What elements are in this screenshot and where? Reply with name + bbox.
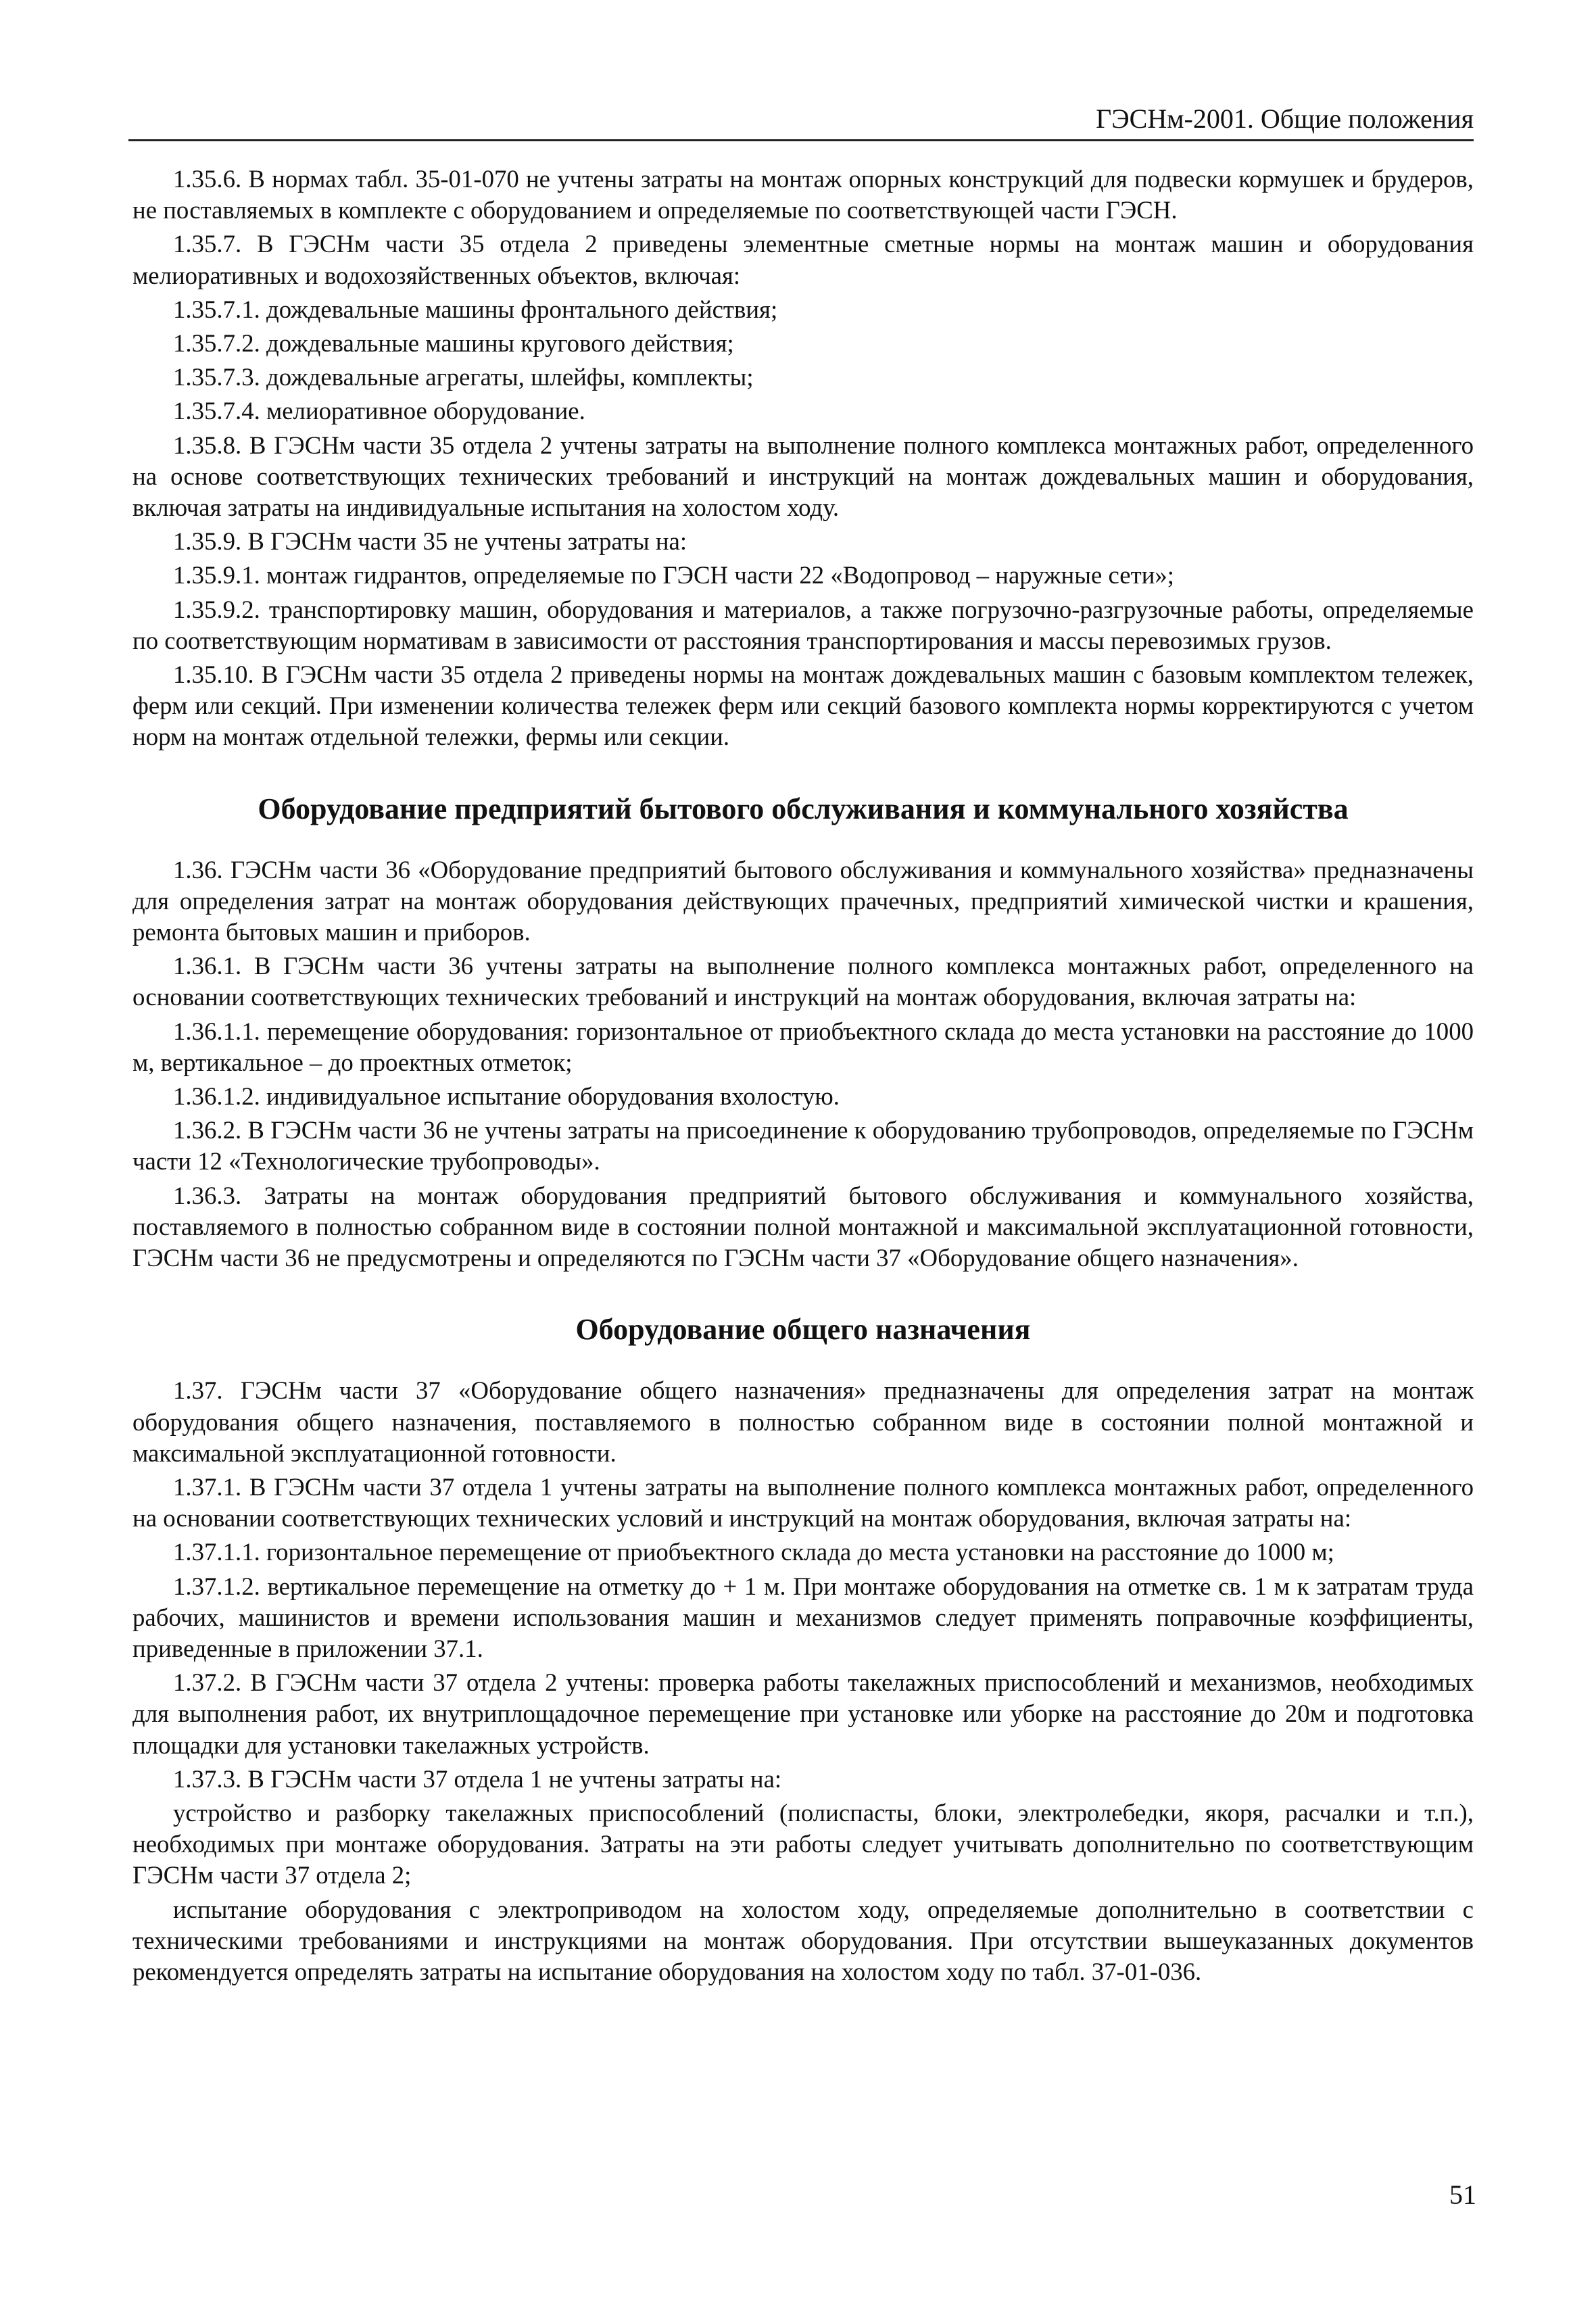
paragraph: 1.36.1.1. перемещение оборудования: горизонтальное от приобъектного склада до места установки на расстояние до 1000 м, вертикальное – до проектных отметок; [132, 1017, 1474, 1076]
paragraph: устройство и разборку такелажных приспособлений (полиспасты, блоки, электролебедки, якоря, расчалки и т.п.), необходимых при монтаже оборудования. Затраты на эти работы следует учитывать дополнительно по соответствующим ГЭСНм части 37 отдела 2; [132, 1798, 1474, 1889]
paragraph: 1.35.6. В нормах табл. 35-01-070 не учтены затраты на монтаж опорных конструкций для подвески кормушек и брудеров, не поставляемых в комплекте с оборудованием и определяемые по соответствующей части ГЭСН. [132, 165, 1474, 224]
body-text [132, 164, 1474, 1990]
section-heading-household-services: Оборудование предприятий бытового обслуживания и коммунального хозяйства [258, 792, 1349, 825]
paragraph: 1.35.8. В ГЭСНм части 35 отдела 2 учтены затраты на выполнение полного комплекса монтажных работ, определенного на основе соответствующих технических требований и инструкций на монтаж дождевальных машин и оборудования, включая затраты на индивидуальные испытания на холостом ходу. [132, 431, 1474, 522]
paragraph: 1.37.3. В ГЭСНм части 37 отдела 1 не учтены затраты на: [173, 1764, 782, 1793]
page-number: 51 [1449, 2179, 1476, 2210]
paragraph: 1.35.7.1. дождевальные машины фронтального действия; [173, 295, 778, 323]
paragraph: 1.35.7. В ГЭСНм части 35 отдела 2 приведены элементные сметные нормы на монтаж машин и оборудования мелиоративных и водохозяйственных объектов, включая: [132, 230, 1474, 289]
paragraph: 1.37.1.1. горизонтальное перемещение от приобъектного склада до места установки на расстояние до 1000 м; [173, 1538, 1334, 1566]
paragraph: 1.35.7.4. мелиоративное оборудование. [173, 397, 585, 425]
paragraph: 1.35.7.3. дождевальные агрегаты, шлейфы, комплекты; [173, 363, 754, 391]
paragraph: 1.36.2. В ГЭСНм части 36 не учтены затраты на присоединение к оборудованию трубопроводов, определяемые по ГЭСНм части 12 «Технологические трубопроводы». [132, 1116, 1474, 1176]
running-header: ГЭСНм-2001. Общие положения [128, 101, 1474, 141]
paragraph: испытание оборудования с электроприводом на холостом ходу, определяемые дополнительно в соответствии с техническими требованиями и инструкциями на монтаж оборудования. При отсутствии вышеуказанных документов рекомендуется определять затраты на испытание оборудования на холостом ходу по табл. 37-01-036. [132, 1895, 1474, 1985]
paragraph: 1.36. ГЭСНм части 36 «Оборудование предприятий бытового обслуживания и коммунального хозяйства» предназначены для определения затрат на монтаж оборудования действующих прачечных, предприятий химической чистки и крашения, ремонта бытовых машин и приборов. [132, 855, 1474, 946]
paragraph: 1.35.10. В ГЭСНм части 35 отдела 2 приведены нормы на монтаж дождевальных машин с базовым комплектом тележек, ферм или секций. При изменении количества тележек ферм или секций базового комплекта нормы корректируются с учетом норм на монтаж отдельной тележки, фермы или секции. [132, 660, 1474, 751]
paragraph: 1.36.1.2. индивидуальное испытание оборудования вхолостую. [173, 1082, 840, 1111]
paragraph: 1.35.9.2. транспортировку машин, оборудования и материалов, а также погрузочно-разгрузочные работы, определяемые по соответствующим нормативам в зависимости от расстояния транспортирования и массы перевозимых грузов. [132, 595, 1474, 654]
paragraph: 1.36.1. В ГЭСНм части 36 учтены затраты на выполнение полного комплекса монтажных работ, определенного на основании соответствующих технических требований и инструкций на монтаж оборудования, включая затраты на: [132, 952, 1474, 1011]
section-heading-general-equipment: Оборудование общего назначения [575, 1313, 1031, 1347]
paragraph: 1.37.1.2. вертикальное перемещение на отметку до + 1 м. При монтаже оборудования на отметке св. 1 м к затратам труда рабочих, машинистов и времени использования машин и механизмов следует применять поправочные коэффициенты, приведенные в приложении 37.1. [132, 1572, 1474, 1662]
paragraph: 1.37. ГЭСНм части 37 «Оборудование общего назначения» предназначены для определения затрат на монтаж оборудования общего назначения, поставляемого в полностью собранном виде в состоянии полной монтажной и максимальной эксплуатационной готовности. [132, 1376, 1474, 1467]
paragraph: 1.35.9. В ГЭСНм части 35 не учтены затраты на: [173, 527, 687, 556]
paragraph: 1.36.3. Затраты на монтаж оборудования предприятий бытового обслуживания и коммунального хозяйства, поставляемого в полностью собранном виде в состоянии полной монтажной и максимальной эксплуатационной готовности, ГЭСНм части 36 не предусмотрены и определяются по ГЭСНм части 37 «Оборудование общего назначения». [132, 1181, 1474, 1272]
paragraph: 1.35.7.2. дождевальные машины кругового действия; [173, 329, 734, 358]
paragraph: 1.35.9.1. монтаж гидрантов, определяемые по ГЭСН части 22 «Водопровод – наружные сети»; [173, 561, 1175, 589]
paragraph: 1.37.1. В ГЭСНм части 37 отдела 1 учтены затраты на выполнение полного комплекса монтажных работ, определенного на основании соответствующих технических условий и инструкций на монтаж оборудования, включая затраты на: [132, 1472, 1474, 1533]
paragraph: 1.37.2. В ГЭСНм части 37 отдела 2 учтены: проверка работы такелажных приспособлений и механизмов, необходимых для выполнения работ, их внутриплощадочное перемещение при установке или уборке на расстояние до 20м и подготовка площадки для установки такелажных устройств. [132, 1668, 1474, 1759]
